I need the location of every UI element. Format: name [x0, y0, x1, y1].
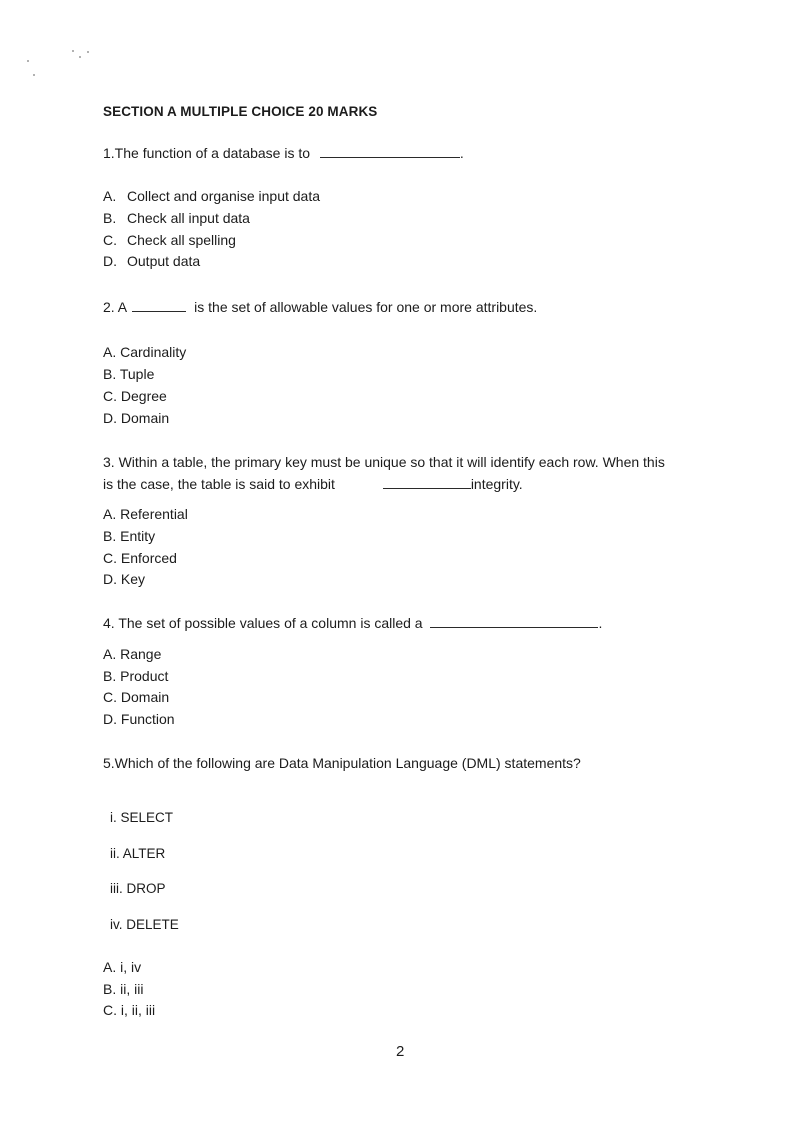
question-1	[103, 143, 464, 163]
q3-option-b: B. Entity	[103, 528, 156, 544]
page-number: 2	[396, 1043, 405, 1060]
question-1-text: 1.The function of a database is to	[103, 145, 311, 161]
q2-option-b: B. Tuple	[103, 366, 155, 382]
q4-option-d: D. Function	[103, 711, 175, 727]
q5-statement-4: iv. DELETE	[110, 917, 179, 932]
q5-statement-3: iii. DROP	[110, 881, 166, 896]
q2-option-d: D. Domain	[103, 410, 170, 426]
question-5: 5.Which of the following are Data Manipulation Language (DML) statements?	[103, 755, 581, 771]
question-3-line-2: is the case, the table is said to exhibit integrity.	[103, 476, 523, 492]
q3-option-a: A. Referential	[103, 506, 188, 522]
q2-option-a: A. Cardinality	[103, 344, 187, 360]
question-2-suffix: is the set of allowable values for one or more attributes.	[194, 299, 538, 315]
section-heading: SECTION A MULTIPLE CHOICE 20 MARKS	[103, 104, 378, 119]
q4-option-c: C. Domain	[103, 689, 170, 705]
question-2	[103, 297, 537, 317]
q1-option-d: D. Output data	[103, 253, 201, 269]
answer-blank	[383, 475, 471, 489]
q5-option-b: B. ii, iii	[103, 981, 144, 997]
question-1-suffix: .	[459, 145, 464, 161]
answer-blank	[320, 144, 460, 158]
answer-blank	[430, 614, 598, 628]
q5-statement-2: ii. ALTER	[110, 846, 166, 861]
q3-option-d: D. Key	[103, 571, 146, 587]
q5-option-a: A. i, iv	[103, 959, 142, 975]
q1-option-b: B. Check all input data	[103, 210, 250, 226]
q1-option-c: C. Check all spelling	[103, 232, 236, 248]
q3-option-c: C. Enforced	[103, 550, 177, 566]
q1-option-a: A. Collect and organise input data	[103, 188, 321, 204]
answer-blank	[132, 298, 186, 312]
question-2-text: 2. A	[103, 299, 127, 315]
question-3-line-1: 3. Within a table, the primary key must be unique so that it will identify each row. When this	[103, 454, 665, 470]
question-4-text: 4. The set of possible values of a column is called a	[103, 615, 423, 631]
q5-option-c: C. i, ii, iii	[103, 1002, 156, 1018]
q2-option-c: C. Degree	[103, 388, 167, 404]
q4-option-b: B. Product	[103, 668, 169, 684]
q4-option-a: A. Range	[103, 646, 162, 662]
question-4: 4. The set of possible values of a column is called a .	[103, 615, 603, 631]
q5-statement-1: i. SELECT	[110, 810, 174, 825]
